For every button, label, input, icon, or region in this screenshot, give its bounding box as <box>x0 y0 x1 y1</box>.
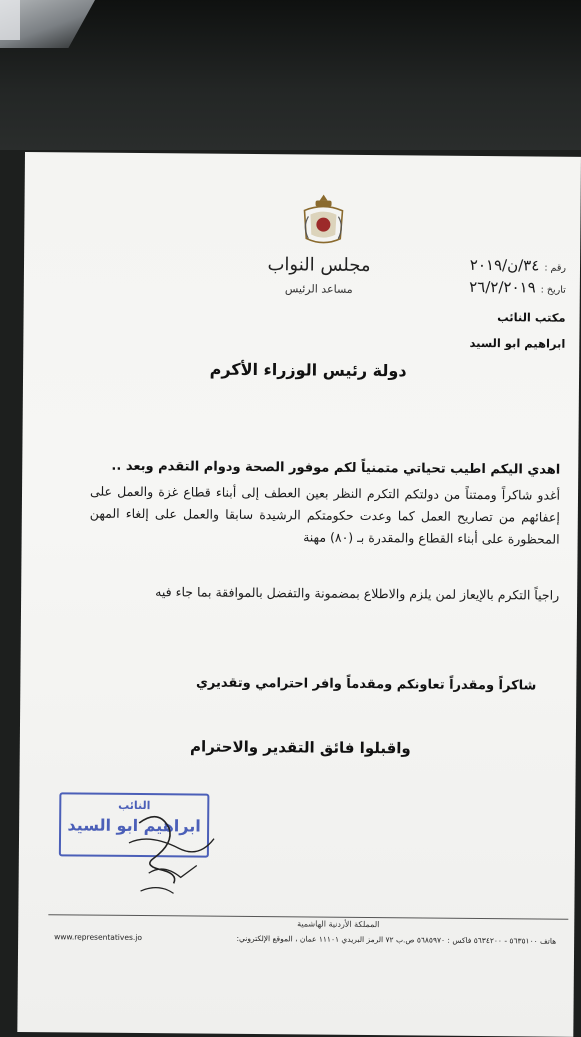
salutation: واقبلوا فائق التقدير والاحترام <box>190 737 411 758</box>
closing-line: شاكراً ومقدراً تعاونكم ومقدماً وافر احترامي وتقديري <box>195 675 537 694</box>
footer-contact: هاتف ٥٦٣٥١٠٠ - ٥٦٣٤٢٠٠ فاكس : ٥٦٨٥٩٧٠ ص.ب ٧٢ الرمز البريدي ١١١٠١ عمان ، الموقع الإلكتروني: <box>236 933 557 946</box>
footer-website: www.representatives.jo <box>54 932 142 943</box>
footer-organization: المملكة الأردنية الهاشمية <box>297 919 380 930</box>
greeting: اهدي اليكم اطيب تحياتي متمنياً لكم موفور الصحة ودوام التقدم وبعد .. <box>111 458 561 478</box>
paragraph-1: أغدو شاكراً وممتناً من دولتكم التكرم النظر بعين العطف إلى أبناء قطاع غزة والعمل على إعفائهم من تصاريح العمل كما وعدت حكومتكم الرشيدة سابقا والعمل على إلغاء المهن المحظورة على أبناء القطاع والمقدرة بـ (٨٠) مهنة <box>89 483 561 547</box>
date-value: ٢٦/٢/٢٠١٩ <box>469 277 536 297</box>
addressee: دولة رئيس الوزراء الأكرم <box>209 359 407 381</box>
sender-name: ابراهيم ابو السيد <box>469 335 566 351</box>
paragraph-2: راجياً التكرم بالإيعاز لمن يلزم والاطلاع بمضمونة والتفضل بالموافقة بما جاء فيه <box>155 584 560 603</box>
jordan-emblem-icon <box>300 192 346 248</box>
sender-office: مكتب النائب <box>497 310 566 325</box>
date-label: تاريخ : <box>540 284 566 296</box>
stamp-title: النائب <box>118 798 151 813</box>
office-title: مساعد الرئيس <box>284 282 353 296</box>
reference-date <box>386 277 566 297</box>
letter-page <box>17 152 581 1037</box>
reference-number <box>386 255 566 275</box>
background-top <box>0 0 581 150</box>
background-corner-light <box>0 0 20 40</box>
reference-label: رقم : <box>544 262 567 274</box>
reference-value: ٣٤/ن/٢٠١٩ <box>469 255 540 275</box>
stamp-name: ابراهيم ابو السيد <box>67 815 201 836</box>
council-name: مجلس النواب <box>267 254 371 277</box>
handwritten-signature <box>118 803 229 899</box>
